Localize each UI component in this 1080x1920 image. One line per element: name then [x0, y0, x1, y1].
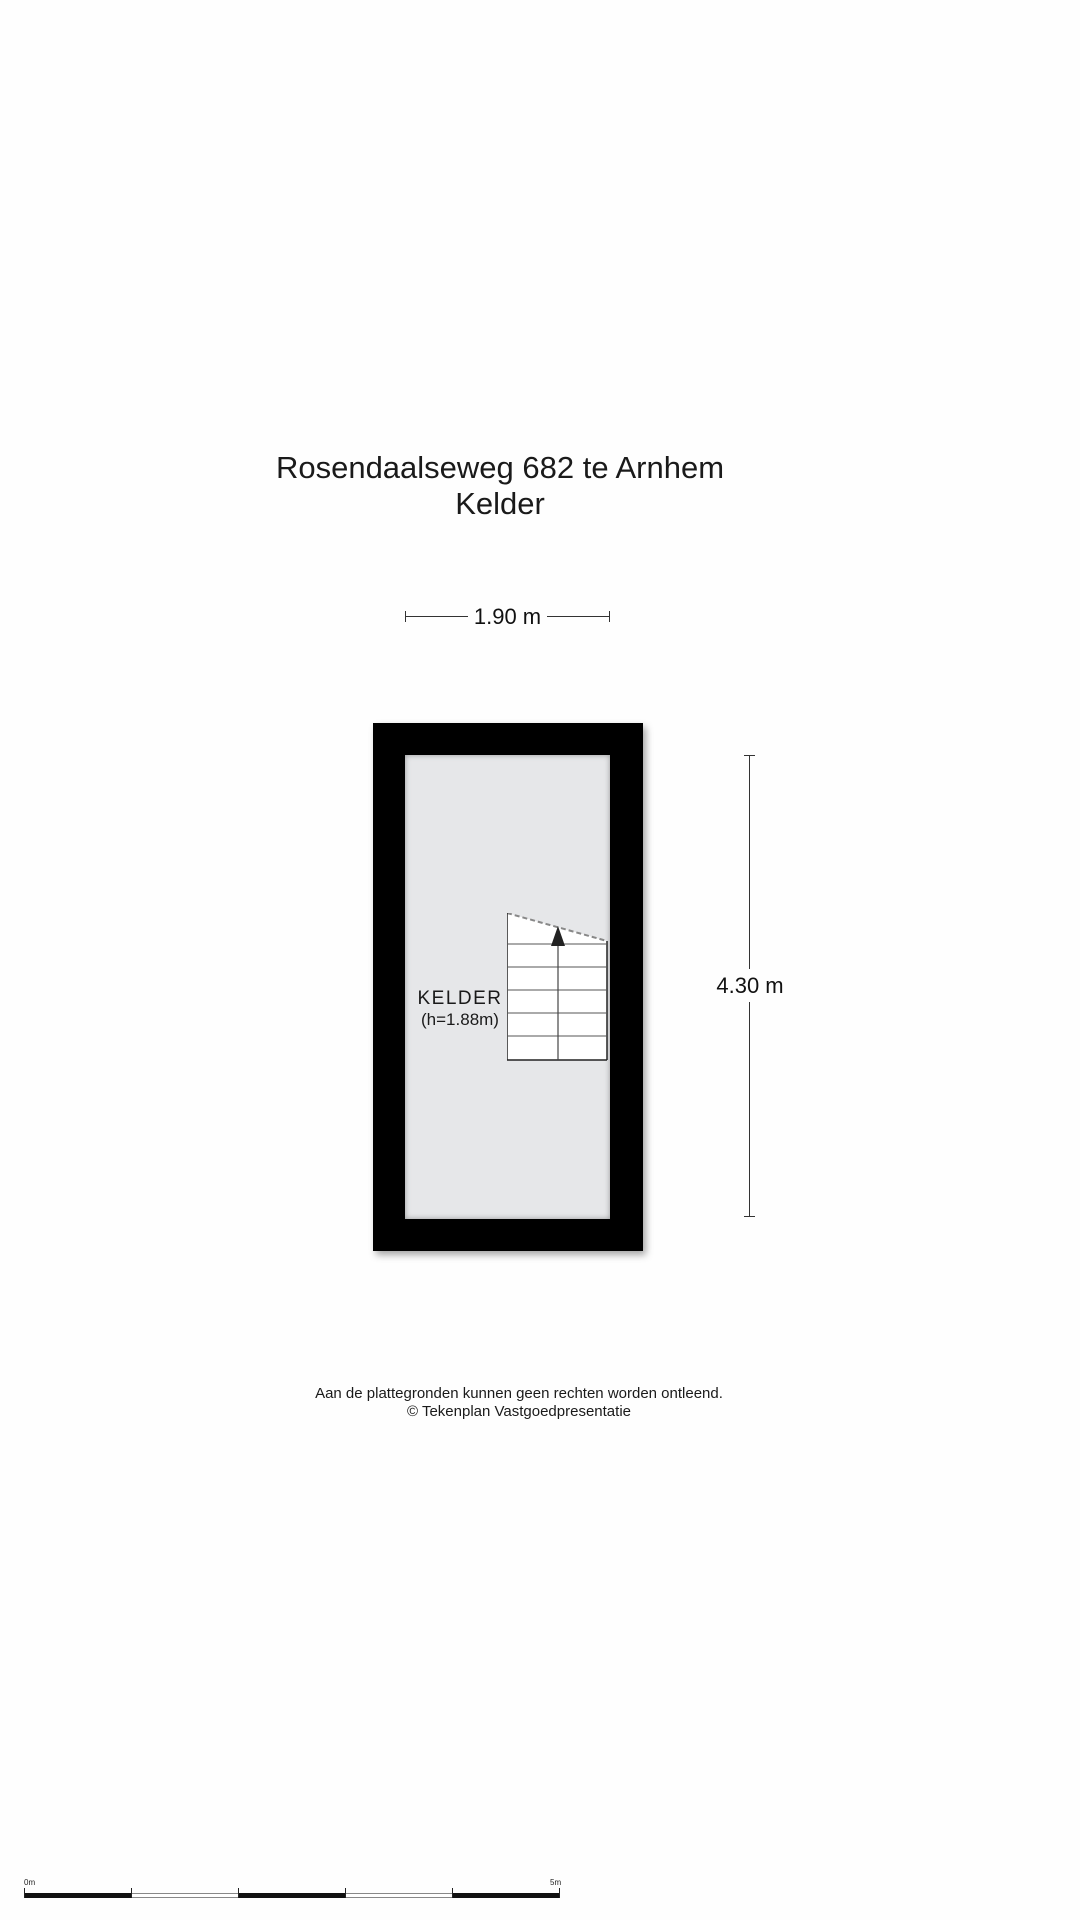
- staircase: [507, 913, 610, 1061]
- room-label: [405, 988, 515, 1030]
- disclaimer-text: Aan de plattegronden kunnen geen rechten worden ontleend.: [315, 1385, 723, 1402]
- address-title: Rosendaalseweg 682 te Arnhem: [275, 450, 725, 485]
- scale-tick: [452, 1888, 453, 1898]
- width-dimension-label: 1.90 m: [468, 604, 547, 629]
- scale-tick: [345, 1888, 346, 1898]
- scale-tick: [238, 1888, 239, 1898]
- scale-tick: [24, 1888, 25, 1898]
- scale-end-label: 5m: [550, 1878, 562, 1887]
- copyright-text: © Tekenplan Vastgoedpresentatie: [407, 1403, 631, 1420]
- scale-start-label: 0m: [24, 1878, 36, 1887]
- scale-tick: [559, 1888, 560, 1898]
- scale-segment: [345, 1893, 453, 1898]
- floor-title: Kelder: [455, 486, 545, 521]
- width-dimension: [405, 605, 610, 629]
- depth-dimension-cap-bottom: [744, 1216, 755, 1217]
- scale-segment: [24, 1893, 132, 1898]
- scale-bar-track: [24, 1893, 560, 1898]
- scale-segment: [452, 1893, 560, 1898]
- room-height: (h=1.88m): [421, 1010, 499, 1029]
- scale-segment: [131, 1893, 239, 1898]
- depth-dimension: [690, 755, 810, 1217]
- room-name: KELDER: [417, 988, 503, 1009]
- depth-dimension-label: 4.30 m: [714, 969, 785, 1002]
- footer: [0, 1385, 1038, 1421]
- plan-title: [0, 450, 1000, 522]
- scale-segment: [238, 1893, 346, 1898]
- scale-bar: [24, 1878, 564, 1900]
- scale-tick: [131, 1888, 132, 1898]
